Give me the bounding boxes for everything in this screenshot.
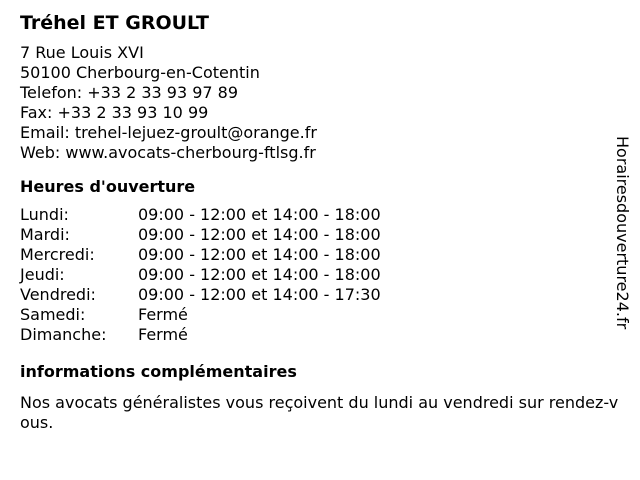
fax-number: Fax: +33 2 33 93 10 99	[20, 103, 209, 122]
street-address: 7 Rue Louis XVI	[20, 43, 144, 62]
time-value: 09:00 - 12:00 et 14:00 - 18:00	[138, 265, 381, 284]
hours-row-thursday	[20, 265, 610, 285]
day-label: Lundi:	[20, 205, 69, 224]
phone-number: Telefon: +33 2 33 93 97 89	[20, 83, 239, 102]
day-label: Mercredi:	[20, 245, 95, 264]
day-label: Samedi:	[20, 305, 86, 324]
time-value: Fermé	[138, 325, 188, 344]
hours-row-tuesday	[20, 225, 610, 245]
opening-hours-title: Heures d'ouverture	[20, 177, 196, 196]
hours-row-saturday	[20, 305, 610, 325]
day-label: Mardi:	[20, 225, 70, 244]
hours-row-friday	[20, 285, 610, 305]
hours-row-monday	[20, 205, 610, 225]
time-value: 09:00 - 12:00 et 14:00 - 18:00	[138, 225, 381, 244]
additional-info-title: informations complémentaires	[20, 362, 297, 381]
city-address: 50100 Cherbourg-en-Cotentin	[20, 63, 260, 82]
time-value: 09:00 - 12:00 et 14:00 - 18:00	[138, 205, 381, 224]
hours-row-wednesday	[20, 245, 610, 265]
business-card	[20, 10, 619, 433]
business-name: Tréhel ET GROULT	[20, 12, 209, 34]
time-value: 09:00 - 12:00 et 14:00 - 18:00	[138, 245, 381, 264]
day-label: Vendredi:	[20, 285, 96, 304]
additional-info-text: Nos avocats généralistes vous reçoivent du lundi au vendredi sur rendez-vous.	[20, 393, 619, 432]
hours-row-sunday	[20, 325, 610, 345]
website-link[interactable]: Web: www.avocats-cherbourg-ftlsg.fr	[20, 143, 316, 162]
opening-hours-table	[20, 205, 610, 345]
day-label: Dimanche:	[20, 325, 107, 344]
email-address[interactable]: Email: trehel-lejuez-groult@orange.fr	[20, 123, 317, 142]
time-value: Fermé	[138, 305, 188, 324]
site-watermark: Horairesdouverture24.fr	[613, 136, 632, 330]
day-label: Jeudi:	[20, 265, 65, 284]
time-value: 09:00 - 12:00 et 14:00 - 17:30	[138, 285, 381, 304]
